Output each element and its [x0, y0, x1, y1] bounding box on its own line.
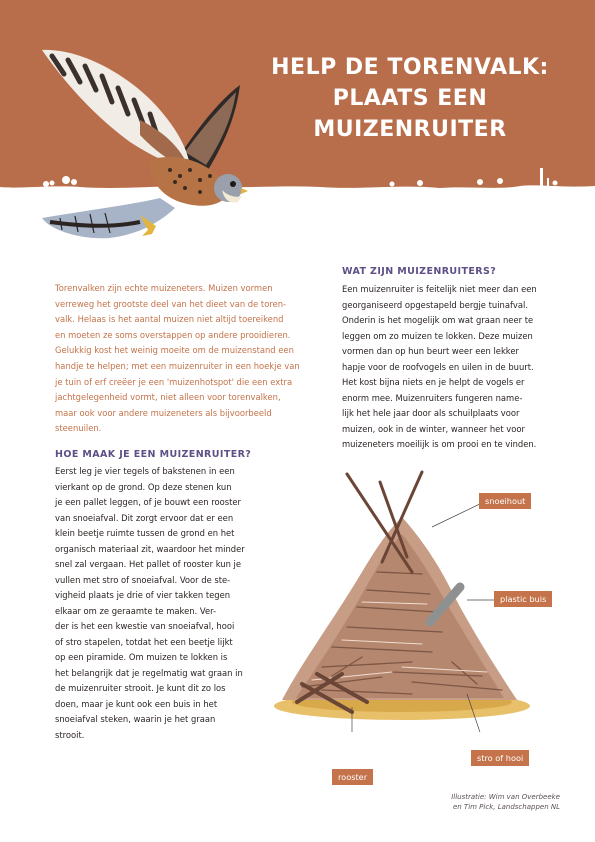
- what-line: muizen, ook in de winter, wanneer het voor: [342, 423, 525, 434]
- how-line: strooit.: [55, 729, 85, 740]
- what-line: Een muizenruiter is feitelijk niet meer dan een: [342, 284, 537, 294]
- what-line: lijk het hele jaar door als schuilplaats voor: [342, 408, 520, 418]
- intro-line: maar ook voor andere muizeneters als bijvoorbeeld: [55, 407, 272, 418]
- heading-how: HOE MAAK JE EEN MUIZENRUITER?: [55, 449, 252, 460]
- heading-what: WAT ZIJN MUIZENRUITERS?: [342, 266, 497, 277]
- how-line: der is het een kwestie van snoeiafval, hooi: [55, 621, 235, 631]
- intro-line: verreweg het grootste deel van het dieet van de toren-: [55, 298, 287, 309]
- how-line: snoeiafval steken, waarin je het graan: [55, 714, 216, 724]
- intro-line: en moeten ze soms overstappen op andere prooidieren.: [55, 329, 291, 340]
- how-line: van snoeiafval. Dit zorgt ervoor dat er een: [55, 512, 234, 523]
- label-stro-of-hooi: stro of hooi: [471, 750, 529, 766]
- how-line: of stro stapelen, totdat het een beetje lijkt: [55, 636, 233, 647]
- how-line: elkaar om ze geraamte te maken. Ver-: [55, 605, 217, 616]
- what-line: Het kost bijna niets en je helpt de vogels er: [342, 377, 525, 387]
- what-line: hapje voor de roofvogels en uilen in de buurt.: [342, 361, 534, 372]
- what-line: vormen dan op hun beurt weer een lekker: [342, 346, 519, 356]
- how-line: je een pallet leggen, of je bouwt een rooster: [55, 497, 241, 507]
- intro-line: Gelukkig kost het weinig moeite om de muizenstand een: [55, 345, 294, 356]
- intro-line: Torenvalken zijn echte muizeneters. Muizen vormen: [55, 283, 273, 293]
- how-line: Eerst leg je vier tegels of bakstenen in een: [55, 466, 235, 476]
- how-line: organisch materiaal zit, waardoor het minder: [55, 543, 245, 554]
- how-paragraph: [55, 464, 275, 743]
- intro-line: je tuin of erf creëer je een 'muizenhotspot' die een extra: [55, 376, 293, 387]
- what-line: georganiseerd opgestapeld bergje tuinafval.: [342, 299, 528, 310]
- how-line: doen, maar je kunt ook een buis in het: [55, 698, 218, 709]
- how-line: vierkant op de grond. Op deze stenen kun: [55, 481, 232, 492]
- how-line: vigheid plaats je drie of vier takken tegen: [55, 590, 231, 600]
- intro-line: handje te helpen; met een muizenruiter in een hoekje van: [55, 360, 300, 371]
- how-line: het belangrijk dat je regelmatig wat graan in: [55, 667, 243, 678]
- what-line: leggen om zo muizen te lokken. Deze muizen: [342, 330, 533, 341]
- title-line-3: MUIZENRUITER: [313, 117, 507, 142]
- intro-paragraph: [55, 281, 323, 437]
- title-line-1: HELP DE TORENVALK:: [271, 55, 549, 80]
- intro-line: steenuilen.: [55, 423, 102, 434]
- how-line: snel zal vergaan. Het pallet of rooster kun je: [55, 559, 242, 569]
- how-line: klein beetje ruimte tussen de grond en het: [55, 528, 235, 538]
- label-rooster: rooster: [332, 769, 373, 785]
- what-paragraph: [342, 282, 572, 453]
- how-line: de muizenruiter strooit. Je kunt dit zo los: [55, 683, 226, 693]
- label-snoeihout: snoeihout: [479, 493, 531, 509]
- how-line: op een piramide. Om muizen te lokken is: [55, 652, 228, 662]
- intro-line: valk. Helaas is het aantal muizen niet altijd toereikend: [55, 314, 284, 325]
- credit-line: en Tim Pick, Landschappen NL: [452, 803, 560, 811]
- what-line: muizeneters moeilijk is om prooi en te vinden.: [342, 439, 537, 449]
- intro-line: jachtgelegenheid vormt, niet alleen voor torenvalken,: [55, 392, 281, 403]
- what-line: Onderin is het mogelijk om wat graan neer te: [342, 315, 534, 325]
- label-plastic-buis: plastic buis: [494, 591, 552, 607]
- credit-line: Illustratie: Wim van Overbeeke: [451, 793, 560, 801]
- title-line-2: PLAATS EEN: [332, 86, 488, 111]
- how-line: vullen met stro of snoeiafval. Voor de ste-: [55, 574, 231, 585]
- illustration-credit: [420, 792, 560, 812]
- what-line: enorm mee. Muizenruiters fungeren name-: [342, 392, 523, 403]
- page-title: [255, 52, 565, 145]
- kestrel-illustration: [30, 30, 260, 255]
